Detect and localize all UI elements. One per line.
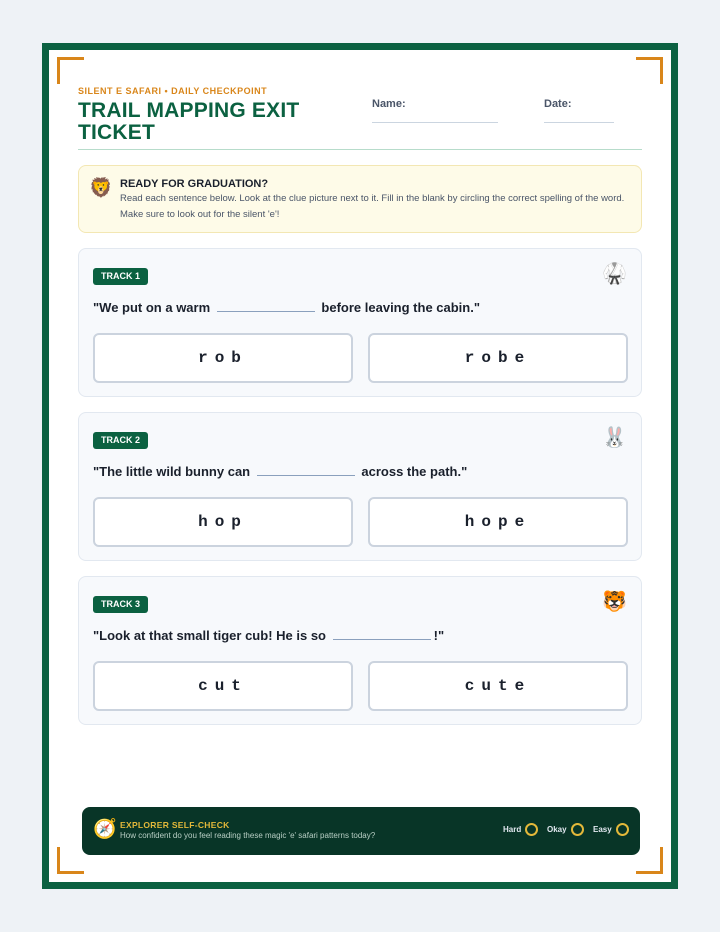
sentence-start: "Look at that small tiger cub! He is so: [93, 628, 326, 643]
robe-icon: 🥋: [602, 263, 627, 285]
rating-label: Hard: [503, 825, 522, 834]
date-label: Date:: [544, 98, 572, 110]
header-divider: [78, 149, 642, 150]
choice-robe[interactable]: robe: [368, 333, 628, 383]
name-field[interactable]: [372, 122, 498, 123]
header: [78, 86, 642, 156]
answer-blank: [257, 463, 355, 476]
name-label: Name:: [372, 98, 406, 110]
lion-icon: 🦁: [89, 178, 113, 199]
track-card-3: [78, 576, 642, 725]
choice-rob[interactable]: rob: [93, 333, 353, 383]
sentence-end: before leaving the cabin.": [321, 300, 481, 315]
rating-circle[interactable]: [525, 823, 538, 836]
rating-circle[interactable]: [616, 823, 629, 836]
choice-cute[interactable]: cute: [368, 661, 628, 711]
sentence: [93, 463, 623, 479]
answer-blank: [333, 627, 431, 640]
rating-circle[interactable]: [571, 823, 584, 836]
corner-bracket-bottom-left: [57, 847, 84, 874]
answer-blank: [217, 299, 315, 312]
self-check-title: EXPLORER SELF-CHECK: [120, 820, 230, 830]
self-check-subtitle: How confident do you feel reading these magic 'e' safari patterns today?: [120, 831, 376, 840]
track-badge: TRACK 1: [93, 268, 148, 285]
page-title: TRAIL MAPPING EXIT TICKET: [78, 99, 300, 144]
track-badge: TRACK 3: [93, 596, 148, 613]
sentence: [93, 299, 623, 315]
instructions-body: Read each sentence below. Look at the clue picture next to it. Fill in the blank by circling the correct spelling of the word. Make sure to look out for the silent 'e'!: [120, 193, 625, 220]
corner-bracket-top-left: [57, 57, 84, 84]
rating-label: Okay: [547, 825, 567, 834]
rabbit-icon: 🐰: [602, 427, 627, 449]
exit-ticket-sheet: [42, 43, 678, 889]
track-card-1: [78, 248, 642, 397]
rating-option-hard[interactable]: [503, 823, 539, 837]
date-field[interactable]: [544, 122, 614, 123]
sentence-start: "We put on a warm: [93, 300, 211, 315]
instructions-title: READY FOR GRADUATION?: [120, 178, 269, 190]
rating-option-okay[interactable]: [547, 823, 585, 837]
track-badge: TRACK 2: [93, 432, 148, 449]
corner-bracket-bottom-right: [636, 847, 663, 874]
sentence-end: across the path.": [361, 464, 468, 479]
self-check-footer: [82, 807, 640, 855]
compass-icon: 🧭: [93, 819, 117, 840]
corner-bracket-top-right: [636, 57, 663, 84]
sentence-end: !": [433, 628, 445, 643]
track-card-2: [78, 412, 642, 561]
instructions-box: [78, 165, 642, 233]
eyebrow-label: SILENT E SAFARI • DAILY CHECKPOINT: [78, 86, 268, 96]
choice-hop[interactable]: hop: [93, 497, 353, 547]
choice-cut[interactable]: cut: [93, 661, 353, 711]
tiger-icon: 🐯: [602, 591, 627, 613]
sentence: [93, 627, 623, 643]
sentence-start: "The little wild bunny can: [93, 464, 251, 479]
choice-hope[interactable]: hope: [368, 497, 628, 547]
rating-label: Easy: [593, 825, 612, 834]
rating-option-easy[interactable]: [593, 823, 630, 837]
